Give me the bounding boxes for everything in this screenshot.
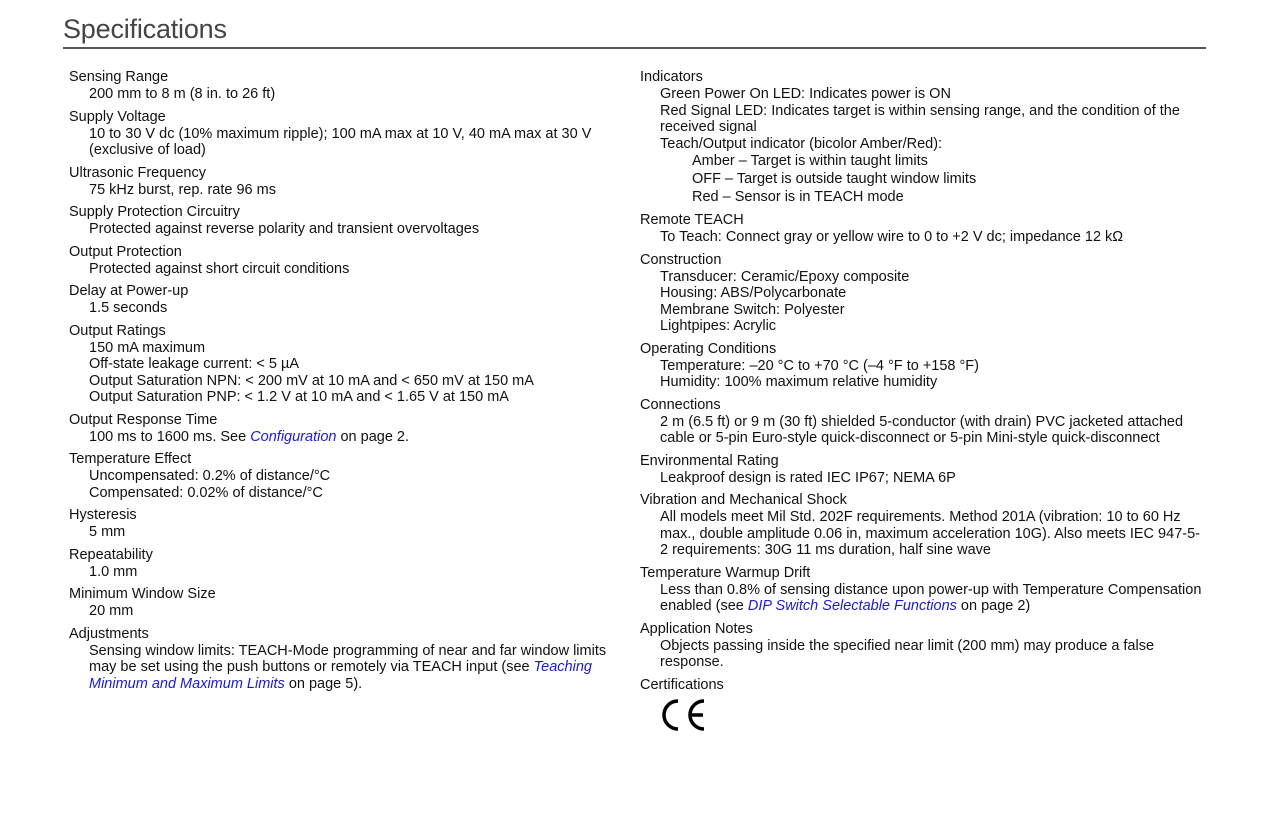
- spec-heading: Supply Protection Circuitry: [69, 204, 240, 220]
- spec-value: Off-state leakage current: < 5 µA: [89, 356, 299, 372]
- text-fragment: Sensing window limits: TEACH-Mode programming of near and far window limits may be set using the push buttons or remotely via TEACH input (see: [89, 642, 607, 675]
- spec-value: Green Power On LED: Indicates power is ON: [660, 86, 951, 102]
- spec-temperature-effect: [69, 451, 624, 501]
- spec-delay-powerup: [69, 283, 624, 317]
- spec-value: To Teach: Connect gray or yellow wire to 0 to +2 V dc; impedance 12 kΩ: [660, 229, 1124, 245]
- configuration-link[interactable]: Configuration: [250, 428, 337, 445]
- spec-value: Lightpipes: Acrylic: [660, 318, 777, 334]
- spec-value: Leakproof design is rated IEC IP67; NEMA 6P: [660, 469, 956, 486]
- spec-value: [640, 582, 1205, 615]
- spec-value: 1.5 seconds: [89, 300, 168, 316]
- spec-value: 200 mm to 8 m (8 in. to 26 ft): [89, 86, 276, 102]
- spec-heading: Operating Conditions: [640, 340, 777, 357]
- spec-value: 5 mm: [89, 524, 126, 540]
- spec-sensing-range: [69, 69, 624, 103]
- spec-subvalue: OFF – Target is outside taught window limits: [692, 171, 977, 187]
- spec-value: 75 kHz burst, rep. rate 96 ms: [89, 181, 276, 198]
- spec-heading: Environmental Rating: [640, 452, 779, 469]
- spec-operating-conditions: [640, 341, 1205, 391]
- spec-remote-teach: [640, 212, 1205, 246]
- spec-heading: Delay at Power-up: [69, 283, 189, 299]
- text-fragment: on page 2): [956, 598, 1031, 614]
- spec-value: Protected against short circuit conditions: [89, 260, 350, 277]
- spec-heading: Adjustments: [69, 625, 149, 642]
- spec-construction: [640, 252, 1205, 335]
- spec-value: All models meet Mil Std. 202F requirements. Method 201A (vibration: 10 to 60 Hz max., double amplitude 0.06 in, maximum acceleration 10G). Also meets IEC 947-5-2 requirements: 30G 11 ms duration, half sine wave: [660, 509, 1200, 558]
- spec-ultrasonic-frequency: [69, 165, 624, 199]
- spec-value: Compensated: 0.02% of distance/°C: [89, 484, 323, 501]
- ce-mark-icon: [640, 698, 1205, 737]
- teaching-limits-link[interactable]: Teaching Minimum and Maximum Limits: [89, 659, 592, 692]
- spec-value: Housing: ABS/Polycarbonate: [660, 285, 847, 301]
- spec-heading: Output Response Time: [69, 411, 218, 428]
- spec-value: Protected against reverse polarity and transient overvoltages: [89, 221, 480, 237]
- spec-heading: Repeatability: [69, 546, 153, 563]
- text-fragment: 100 ms to 1600 ms. See: [89, 428, 251, 445]
- spec-heading: Application Notes: [640, 620, 753, 637]
- spec-environmental-rating: [640, 453, 1205, 487]
- spec-heading: Output Ratings: [69, 322, 166, 339]
- spec-application-notes: [640, 621, 1205, 671]
- page-title: Specifications: [63, 14, 227, 44]
- dip-switch-link[interactable]: DIP Switch Selectable Functions: [747, 598, 957, 614]
- spec-value: [69, 429, 624, 446]
- spec-value: Objects passing inside the specified near limit (200 mm) may produce a false response.: [660, 637, 1155, 670]
- spec-value: 10 to 30 V dc (10% maximum ripple); 100 mA max at 10 V, 40 mA max at 30 V (exclusive of load): [89, 125, 592, 158]
- spec-value: Teach/Output indicator (bicolor Amber/Red):: [660, 135, 943, 152]
- left-column: [69, 69, 624, 698]
- title-divider: [63, 47, 1206, 49]
- spec-heading: Construction: [640, 251, 722, 268]
- spec-minimum-window: [69, 586, 624, 620]
- spec-value: Red Signal LED: Indicates target is within sensing range, and the condition of the received signal: [660, 102, 1180, 135]
- spec-heading: Remote TEACH: [640, 212, 744, 228]
- spec-value: 150 mA maximum: [89, 339, 206, 356]
- right-column: [640, 69, 1205, 743]
- spec-heading: Temperature Warmup Drift: [640, 564, 811, 581]
- spec-heading: Vibration and Mechanical Shock: [640, 492, 847, 508]
- spec-value: Uncompensated: 0.2% of distance/°C: [89, 468, 331, 484]
- spec-value: Output Saturation NPN: < 200 mV at 10 mA and < 650 mV at 150 mA: [89, 372, 534, 389]
- spec-output-protection: [69, 244, 624, 278]
- spec-subvalue: Red – Sensor is in TEACH mode: [692, 189, 904, 205]
- spec-hysteresis: [69, 507, 624, 541]
- spec-value: Membrane Switch: Polyester: [660, 301, 845, 318]
- spec-heading: Supply Voltage: [69, 108, 166, 125]
- spec-value: 1.0 mm: [89, 563, 138, 580]
- spec-value: Output Saturation PNP: < 1.2 V at 10 mA and < 1.65 V at 150 mA: [89, 389, 509, 405]
- spec-subvalue: Amber – Target is within taught limits: [692, 153, 928, 169]
- spec-value: 20 mm: [89, 603, 134, 619]
- spec-supply-protection: [69, 204, 624, 238]
- spec-heading: Indicators: [640, 69, 703, 85]
- spec-adjustments: [69, 626, 624, 693]
- spec-output-ratings: [69, 323, 624, 406]
- spec-supply-voltage: [69, 109, 624, 159]
- text-fragment: on page 5).: [284, 675, 363, 692]
- spec-heading: Sensing Range: [69, 69, 169, 85]
- spec-heading: Certifications: [640, 676, 724, 693]
- spec-value: Humidity: 100% maximum relative humidity: [660, 374, 938, 390]
- spec-repeatability: [69, 547, 624, 581]
- spec-heading: Temperature Effect: [69, 451, 192, 467]
- spec-warmup-drift: [640, 565, 1205, 615]
- text-fragment: on page 2.: [336, 428, 410, 445]
- spec-certifications: [640, 677, 1205, 737]
- spec-vibration: [640, 492, 1205, 559]
- spec-indicators: [640, 69, 1205, 206]
- spec-heading: Output Protection: [69, 243, 182, 260]
- text-fragment: Less than 0.8% of sensing distance upon power-up with Temperature Compensation enabled (see: [660, 581, 1202, 614]
- spec-value: 2 m (6.5 ft) or 9 m (30 ft) shielded 5-conductor (with drain) PVC jacketed attached cable or 5-pin Euro-style quick-disconnect or 5-pin Mini-style quick-disconnect: [660, 413, 1184, 446]
- spec-heading: Minimum Window Size: [69, 586, 216, 602]
- spec-value: Transducer: Ceramic/Epoxy composite: [660, 268, 910, 285]
- spec-value: [69, 643, 624, 693]
- spec-connections: [640, 397, 1205, 447]
- spec-heading: Ultrasonic Frequency: [69, 164, 206, 181]
- spec-value: Temperature: –20 °C to +70 °C (–4 °F to +158 °F): [660, 357, 979, 374]
- spec-heading: Hysteresis: [69, 507, 137, 523]
- spec-output-response: [69, 412, 624, 446]
- spec-heading: Connections: [640, 396, 721, 413]
